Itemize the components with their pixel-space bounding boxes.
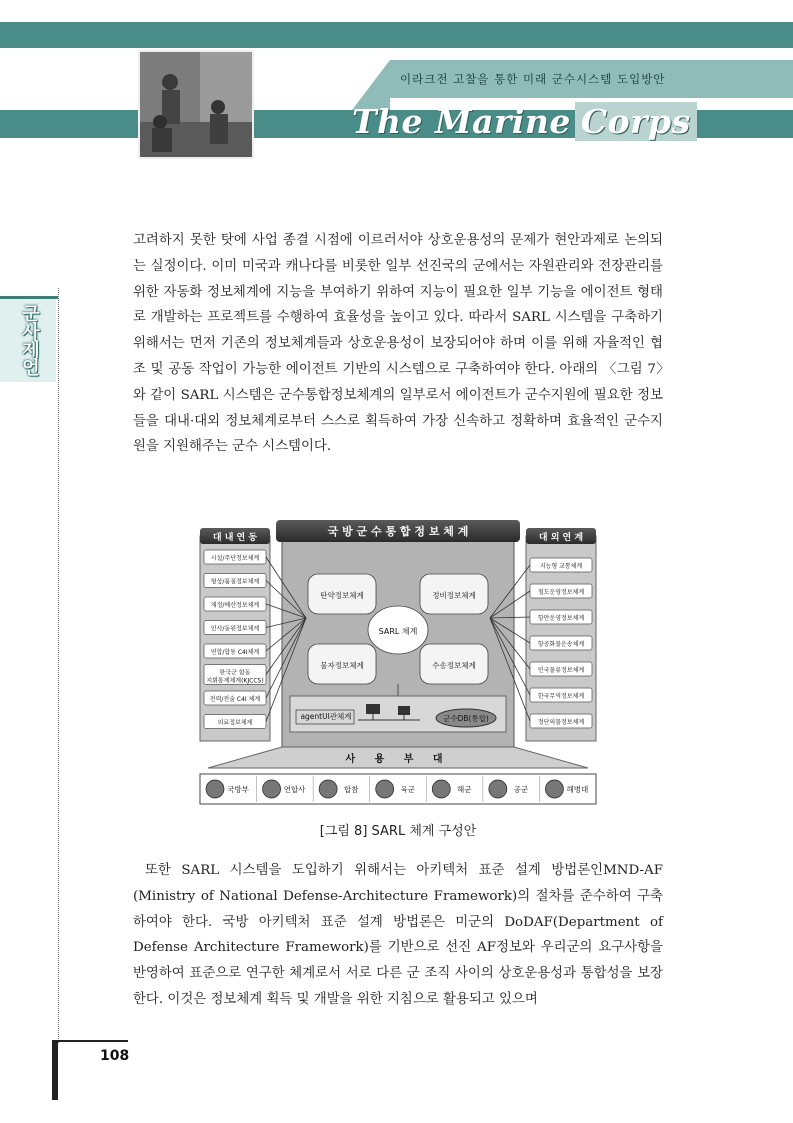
center-box-label: 물자정보체계: [320, 661, 364, 670]
unit-label: 공군: [513, 785, 529, 794]
units-row: [200, 774, 596, 804]
side-tab-label: 군사제언: [19, 304, 40, 376]
unit-emblem-icon: [489, 780, 507, 798]
right-item-label: 철도운영정보체계: [537, 589, 585, 596]
side-dotted-rule: [58, 288, 59, 1043]
sarl-system-diagram: [198, 518, 598, 808]
body-paragraph-1: 고려하지 못한 탓에 사업 종결 시점에 이르러서야 상호운용성의 문제가 현안과제로 논의되는 실정이다. 이미 미국과 캐나다를 비롯한 일부 선진국의 군에서는 자원관리와 전장관리를 위한 자동화 정보체계에 지능을 부여하기 위하여 지능이 필요한 일부 기능을 에이전트 형태로 개발하는 프로젝트를 수행하여 효율성을 높이고 있다. 따라서 SARL 시스템을 구축하기 위해서는 먼저 기존의 정보체계들과 상호운용성이 보장되어야 하며 이를 위해 자율적인 협조 및 공동 작업이 가능한 에이전트 기반의 시스템으로 구축하여야 한다. 아래의 〈그림 7〉와 같이 SARL 시스템은 군수통합정보체계의 일부로서 에이전트가 군수지원에 필요한 정보들을 대내·대외 정보체계로부터 스스로 획득하여 가장 신속하고 정확하며 효율적인 군수지원을 지원해주는 군수 시스템이다.: [133, 233, 663, 455]
right-item-label: 항공화물운송체계: [537, 641, 585, 648]
left-item-label: 연합/합동 C4I체계: [210, 649, 260, 656]
figure-caption: [그림 8] SARL 체계 구성안: [319, 824, 477, 839]
unit-emblem-icon: [263, 780, 281, 798]
unit-emblem-icon: [319, 780, 337, 798]
unit-emblem-icon: [376, 780, 394, 798]
left-item-label: 지휘통제체계(KJCCS): [206, 677, 264, 685]
left-item-label: 인사/동원정보체계: [210, 625, 260, 633]
right-item-label: 지능형 교통체계: [539, 563, 583, 570]
left-item-label: 시설/주단정보체계: [210, 555, 260, 562]
right-item-label: 항만운영정보체계: [537, 615, 585, 622]
unit-label: 육군: [400, 785, 415, 794]
unit-emblem-icon: [432, 780, 450, 798]
agent-label: agentUI관체계: [300, 712, 352, 721]
right-title: 대 외 연 계: [538, 533, 584, 543]
header-title: [352, 102, 697, 141]
users-title: 사 용 부 대: [345, 754, 451, 765]
left-item-label: 의료정보체계: [217, 719, 253, 727]
unit-label: 연합사: [283, 785, 306, 794]
unit-label: 국방부: [227, 785, 249, 794]
center-box-label: 수송정보체계: [432, 661, 476, 670]
header-title-main: The Marine: [352, 102, 571, 141]
left-item-label: 형상/품질정보체계: [210, 578, 260, 586]
footer-rule: [52, 1040, 58, 1100]
right-item-label: 정단의물정보체계: [537, 719, 585, 726]
unit-label: 해군: [457, 785, 472, 794]
center-box-label: 탄약정보체계: [320, 591, 364, 600]
left-item-label: 한국군 합동: [219, 669, 251, 677]
db-label: 군수DB(통합): [443, 714, 489, 723]
top-title: 국 방 군 수 통 합 정 보 체 계: [327, 525, 469, 538]
left-item-label: 전력/전술 C4I 체계: [209, 696, 261, 703]
body-paragraph-2: 또한 SARL 시스템을 도입하기 위해서는 아키텍처 표준 설계 방법론인MND-AF (Ministry of National Defense-Architecture Framework)의 절차를 준수하여 구축하여야 한다. 국방 아키텍처 표준 설계 방법론은 미군의 DoDAF(Department of Defense Architecture Framework)를 기반으로 선진 AF정보와 우리군의 요구사항을 반영하여 표준으로 연구한 체계로서 서로 다른 군 조직 사이의 상호운용성과 통합성을 보장한다. 이것은 정보체계 획득 및 개발을 위한 지침으로 활용되고 있으며: [133, 863, 663, 1007]
footer-line: [58, 1040, 128, 1042]
unit-emblem-icon: [206, 780, 224, 798]
header-band-top: [0, 22, 793, 48]
right-item-label: 민국물류정보체계: [537, 667, 585, 674]
center-box-label: 정비정보체계: [432, 591, 476, 600]
header-title-accent: Corps: [575, 102, 697, 141]
unit-label: 합참: [343, 785, 359, 794]
side-tab-bar: [0, 296, 58, 299]
unit-label: 해병대: [566, 785, 589, 794]
left-title: 대 내 연 동: [212, 533, 258, 543]
page-number: 108: [100, 1048, 130, 1064]
left-item-label: 재정/예산정보체계: [210, 602, 260, 609]
sarl-core-label: SARL 체계: [378, 627, 418, 636]
left-column: [200, 536, 270, 741]
header-subtitle: 이라크전 고찰을 통한 미래 군수시스템 도입방안: [390, 60, 793, 98]
right-item-label: 한국무역정보체계: [537, 693, 585, 700]
header-photo-marines: [138, 50, 254, 159]
unit-emblem-icon: [545, 780, 563, 798]
